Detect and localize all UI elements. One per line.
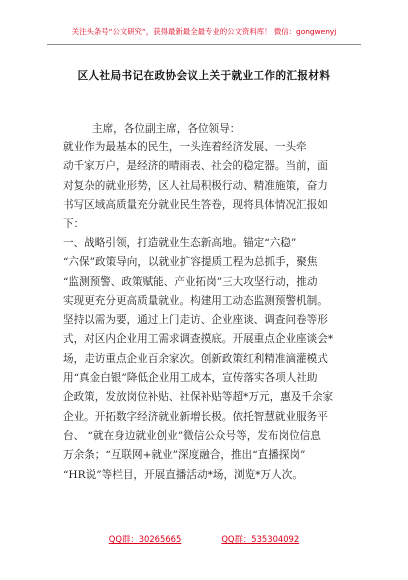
paragraph-intro bbox=[63, 138, 353, 234]
qq-group-2: QQ群：535304092 bbox=[221, 534, 300, 544]
document-title: 区人社局书记在政协会议上关于就业工作的汇报材料 bbox=[77, 70, 331, 82]
text-line: 坚持以需为要，通过上门走访、企业座谈、调查问卷等形 bbox=[63, 314, 328, 327]
text-line: 用“真金白银”降低企业用工成本，宣传落实各项人社助 bbox=[63, 372, 318, 385]
header-divider bbox=[47, 44, 361, 45]
text-line: 万余条；“互联网+就业”深度融合，推出“直播探岗” bbox=[63, 449, 306, 462]
text-line: 下： bbox=[63, 218, 85, 231]
text-line: “六保”政策导向，以就业扩容提质工程为总抓手，聚焦 bbox=[63, 256, 318, 269]
text-line: 企政策，发放岗位补贴、社保补贴等超*万元，惠及千余家 bbox=[63, 391, 334, 404]
text-line: 一、战略引领，打造就业生态新高地。锚定“六稳” bbox=[63, 237, 297, 249]
text-line: “监测预警、政策赋能、产业拓岗”三大攻坚行动，推动 bbox=[63, 275, 318, 288]
text-line: 实现更充分更高质量就业。构建用工动态监测预警机制。 bbox=[63, 294, 328, 307]
text-line: 就业作为最基本的民生，一头连着经济发展、一头牵 bbox=[63, 141, 307, 153]
text-line: 动千家万户，是经济的晴雨表、社会的稳定器。当前，面 bbox=[63, 160, 328, 173]
text-line: “HR说”等栏目，开展直播活动*场，浏览*万人次。 bbox=[63, 468, 303, 481]
header-banner: 关注头条号“公文研究”，获得最新最全最专业的公文资料库！ 微信：gongwenyj bbox=[71, 27, 337, 36]
qq-group-1: QQ群：30265665 bbox=[108, 534, 182, 544]
text-line: 书写区域高质量充分就业民生答卷，现将具体情况汇报如 bbox=[63, 198, 328, 211]
footer-contact bbox=[0, 533, 408, 545]
text-line: 场，走访重点企业百余家次。创新政策红利精准滴灌模式 bbox=[63, 352, 328, 365]
salutation: 主席，各位副主席，各位领导： bbox=[92, 123, 241, 135]
text-line: 式，对区内企业用工需求调查摸底。开展重点企业座谈会* bbox=[63, 333, 334, 346]
paragraph-section-one bbox=[63, 234, 353, 485]
text-line: 台、 “就在身边就业创业”微信公众号等，发布岗位信息 bbox=[63, 429, 321, 442]
text-line: 企业。开拓数字经济就业新增长极。依托智慧就业服务平 bbox=[63, 410, 328, 423]
text-line: 对复杂的就业形势，区人社局积极行动、精准施策，奋力 bbox=[63, 179, 328, 192]
